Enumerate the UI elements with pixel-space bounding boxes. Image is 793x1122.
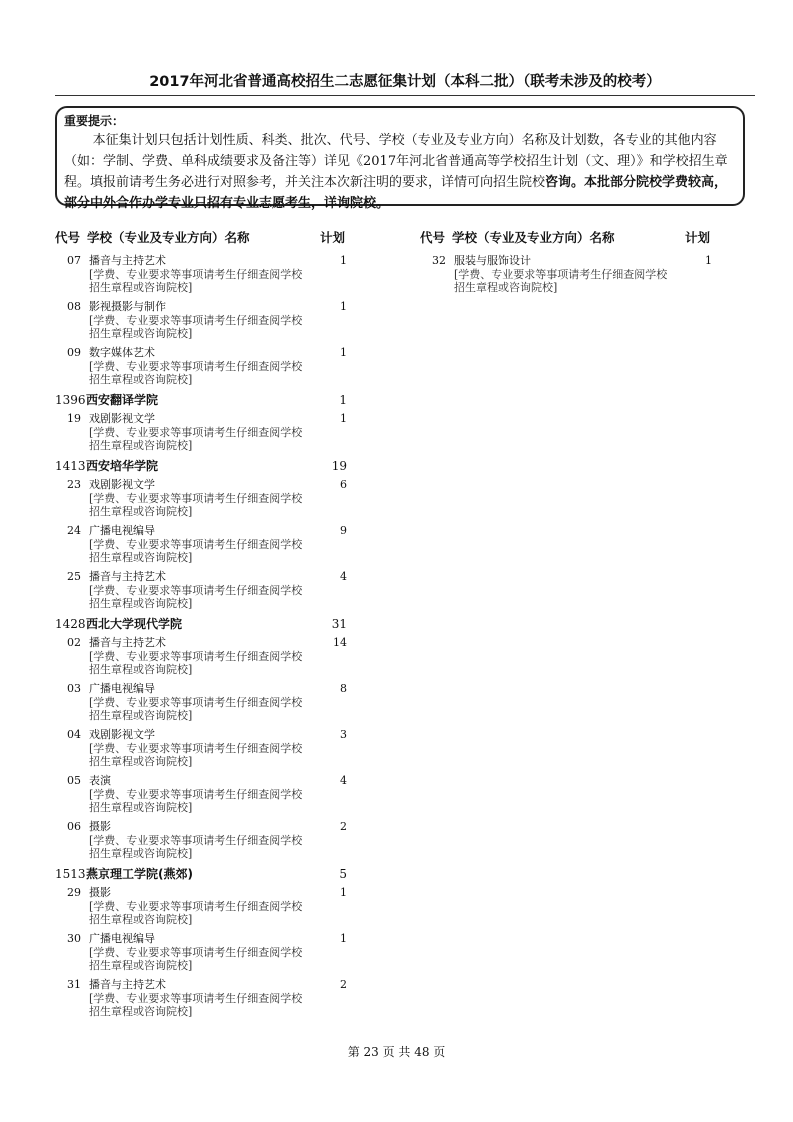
major-note: [学费、专业要求等事项请考生仔细查阅学校招生章程或咨询院校] bbox=[89, 537, 303, 564]
major-row bbox=[55, 346, 375, 392]
major-note: [学费、专业要求等事项请考生仔细查阅学校招生章程或咨询院校] bbox=[89, 583, 303, 610]
header-name: 学校（专业及专业方向）名称 bbox=[87, 230, 250, 245]
major-name: 戏剧影视文学 bbox=[89, 728, 155, 741]
school-row bbox=[55, 868, 375, 886]
major-plan: 8 bbox=[340, 682, 347, 695]
major-plan: 1 bbox=[340, 254, 347, 267]
major-plan: 1 bbox=[340, 932, 347, 945]
major-code: 02 bbox=[67, 636, 81, 649]
major-code: 32 bbox=[432, 254, 446, 267]
major-plan: 6 bbox=[340, 478, 347, 491]
major-name: 广播电视编导 bbox=[89, 524, 155, 537]
school-code: 1513 bbox=[55, 867, 86, 881]
page-footer: 第 23 页 共 48 页 bbox=[347, 1045, 446, 1059]
major-note: [学费、专业要求等事项请考生仔细查阅学校招生章程或咨询院校] bbox=[89, 267, 303, 294]
school-code: 1396 bbox=[55, 393, 86, 407]
school-plan: 19 bbox=[331, 459, 347, 473]
title-divider bbox=[55, 95, 755, 96]
notice-heading: 重要提示： bbox=[64, 114, 125, 128]
major-plan: 4 bbox=[340, 774, 347, 787]
major-plan: 2 bbox=[340, 978, 347, 991]
major-name: 播音与主持艺术 bbox=[89, 636, 166, 649]
school-name: 燕京理工学院(燕郊) bbox=[86, 867, 193, 881]
major-note: [学费、专业要求等事项请考生仔细查阅学校招生章程或咨询院校] bbox=[89, 649, 303, 676]
major-plan: 9 bbox=[340, 524, 347, 537]
major-plan: 1 bbox=[340, 300, 347, 313]
school-row bbox=[55, 618, 375, 636]
school-row bbox=[55, 460, 375, 478]
major-code: 31 bbox=[67, 978, 81, 991]
major-row bbox=[55, 478, 375, 524]
major-note: [学费、专业要求等事项请考生仔细查阅学校招生章程或咨询院校] bbox=[89, 425, 303, 452]
major-name: 播音与主持艺术 bbox=[89, 978, 166, 991]
major-note: [学费、专业要求等事项请考生仔细查阅学校招生章程或咨询院校] bbox=[89, 787, 303, 814]
notice-body-text: 本征集计划只包括计划性质、科类、批次、代号、学校（专业及专业方向）名称及计划数，各专业的其他内容（如：学制、学费、单科成绩要求及备注等）详见《2017年河北省普通高等学校招生计划（文、理）》和学校招生章程。填报前请考生务必进行对照参考，并关注本次新注明的要求，详情可向招生院校 bbox=[64, 133, 728, 190]
major-row bbox=[55, 774, 375, 820]
major-note: [学费、专业要求等事项请考生仔细查阅学校招生章程或咨询院校] bbox=[89, 491, 303, 518]
major-name: 戏剧影视文学 bbox=[89, 412, 155, 425]
major-name: 影视摄影与制作 bbox=[89, 300, 166, 313]
school-name: 西安翻译学院 bbox=[86, 393, 159, 407]
major-name: 播音与主持艺术 bbox=[89, 254, 166, 267]
header-name: 学校（专业及专业方向）名称 bbox=[452, 230, 615, 245]
page-title: 2017年河北省普通高校招生二志愿征集计划（本科二批）（联考未涉及的校考） bbox=[149, 74, 661, 90]
major-note: [学费、专业要求等事项请考生仔细查阅学校招生章程或咨询院校] bbox=[89, 695, 303, 722]
header-plan: 计划 bbox=[685, 230, 711, 245]
major-code: 09 bbox=[67, 346, 81, 359]
major-code: 24 bbox=[67, 524, 81, 537]
major-plan: 1 bbox=[340, 412, 347, 425]
major-plan: 14 bbox=[333, 636, 347, 649]
major-code: 06 bbox=[67, 820, 81, 833]
major-row bbox=[420, 254, 740, 300]
school-code: 1428 bbox=[55, 617, 86, 631]
header-code: 代号 bbox=[420, 230, 446, 245]
major-name: 播音与主持艺术 bbox=[89, 570, 166, 583]
major-row bbox=[55, 728, 375, 774]
major-note: [学费、专业要求等事项请考生仔细查阅学校招生章程或咨询院校] bbox=[89, 833, 303, 860]
major-name: 表演 bbox=[89, 774, 111, 787]
school-name: 西北大学现代学院 bbox=[86, 617, 183, 631]
major-code: 04 bbox=[67, 728, 81, 741]
header-plan: 计划 bbox=[320, 230, 346, 245]
major-name: 摄影 bbox=[89, 820, 111, 833]
major-row bbox=[55, 524, 375, 570]
column-header bbox=[55, 228, 375, 248]
left-row-list bbox=[55, 254, 375, 1024]
major-plan: 3 bbox=[340, 728, 347, 741]
right-column bbox=[420, 228, 740, 300]
major-name: 摄影 bbox=[89, 886, 111, 899]
school-plan: 5 bbox=[339, 867, 347, 881]
notice-bold-text: 咨询。本批部分院校学费较高，部分中外合作办学专业只招有专业志愿考生，详询院校。 bbox=[64, 175, 728, 211]
left-column bbox=[55, 228, 375, 1024]
school-plan: 31 bbox=[331, 617, 347, 631]
major-plan: 4 bbox=[340, 570, 347, 583]
school-code: 1413 bbox=[55, 459, 86, 473]
major-code: 08 bbox=[67, 300, 81, 313]
major-row bbox=[55, 682, 375, 728]
major-code: 03 bbox=[67, 682, 81, 695]
major-note: [学费、专业要求等事项请考生仔细查阅学校招生章程或咨询院校] bbox=[89, 741, 303, 768]
major-code: 30 bbox=[67, 932, 81, 945]
major-name: 戏剧影视文学 bbox=[89, 478, 155, 491]
major-plan: 1 bbox=[340, 886, 347, 899]
major-code: 19 bbox=[67, 412, 81, 425]
major-row bbox=[55, 978, 375, 1024]
major-plan: 2 bbox=[340, 820, 347, 833]
major-row bbox=[55, 886, 375, 932]
major-code: 23 bbox=[67, 478, 81, 491]
major-row bbox=[55, 412, 375, 458]
school-name: 西安培华学院 bbox=[86, 459, 159, 473]
major-row bbox=[55, 570, 375, 616]
major-row bbox=[55, 820, 375, 866]
major-note: [学费、专业要求等事项请考生仔细查阅学校招生章程或咨询院校] bbox=[89, 945, 303, 972]
major-code: 05 bbox=[67, 774, 81, 787]
major-plan: 1 bbox=[340, 346, 347, 359]
major-row bbox=[55, 300, 375, 346]
major-name: 数字媒体艺术 bbox=[89, 346, 155, 359]
school-plan: 1 bbox=[339, 393, 347, 407]
major-note: [学费、专业要求等事项请考生仔细查阅学校招生章程或咨询院校] bbox=[89, 313, 303, 340]
right-row-list bbox=[420, 254, 740, 300]
major-row bbox=[55, 636, 375, 682]
notice-body bbox=[64, 130, 733, 214]
major-code: 29 bbox=[67, 886, 81, 899]
major-plan: 1 bbox=[705, 254, 712, 267]
major-code: 07 bbox=[67, 254, 81, 267]
major-note: [学费、专业要求等事项请考生仔细查阅学校招生章程或咨询院校] bbox=[89, 359, 303, 386]
major-note: [学费、专业要求等事项请考生仔细查阅学校招生章程或咨询院校] bbox=[454, 267, 668, 294]
important-notice-box bbox=[55, 106, 745, 211]
major-note: [学费、专业要求等事项请考生仔细查阅学校招生章程或咨询院校] bbox=[89, 991, 303, 1018]
major-note: [学费、专业要求等事项请考生仔细查阅学校招生章程或咨询院校] bbox=[89, 899, 303, 926]
major-name: 广播电视编导 bbox=[89, 932, 155, 945]
column-header bbox=[420, 228, 740, 248]
major-name: 服装与服饰设计 bbox=[454, 254, 531, 267]
major-row bbox=[55, 254, 375, 300]
major-name: 广播电视编导 bbox=[89, 682, 155, 695]
major-row bbox=[55, 932, 375, 978]
header-code: 代号 bbox=[55, 230, 81, 245]
school-row bbox=[55, 394, 375, 412]
major-code: 25 bbox=[67, 570, 81, 583]
